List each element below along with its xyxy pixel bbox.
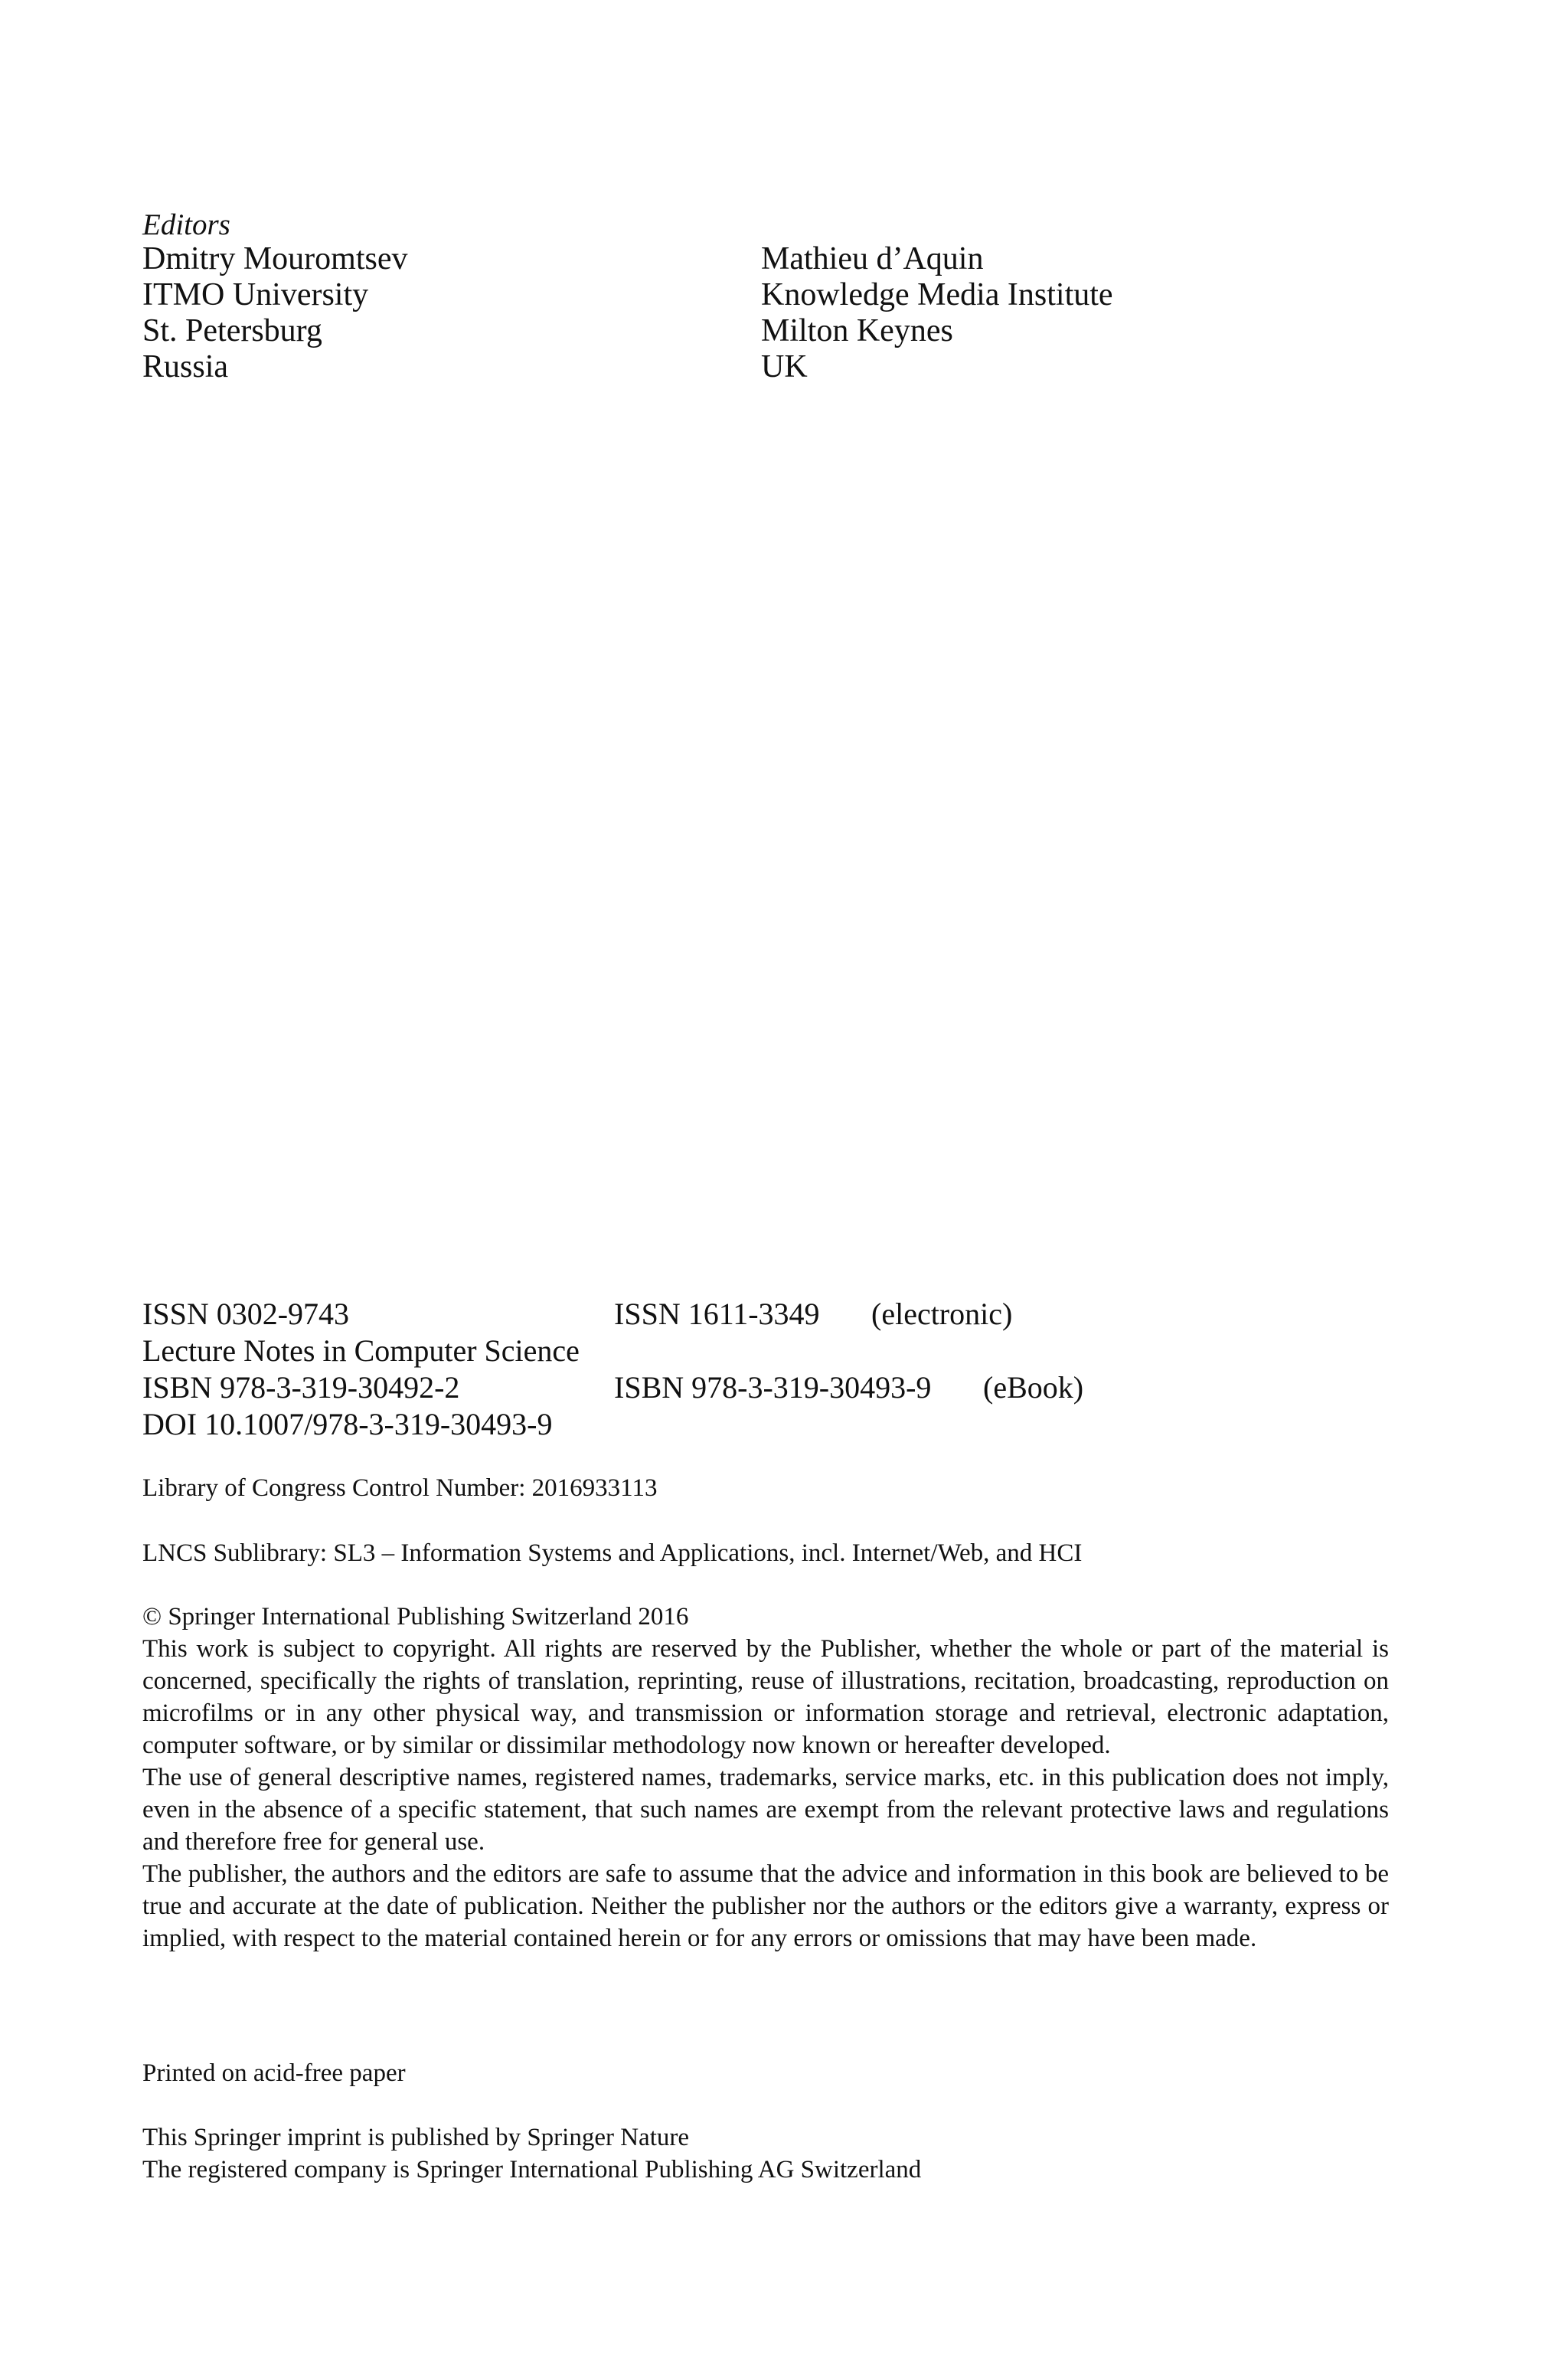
imprint-line: The registered company is Springer International Publishing AG Switzerland	[142, 2156, 922, 2183]
editor-name: Mathieu d’Aquin	[761, 241, 984, 276]
editors-heading: Editors	[142, 208, 230, 241]
isbn-ebook-note: (eBook)	[983, 1370, 1084, 1405]
editor-right	[761, 241, 1113, 385]
isbn-print: ISBN 978-3-319-30492-2	[142, 1370, 460, 1405]
doi: DOI 10.1007/978-3-319-30493-9	[142, 1407, 553, 1441]
issn-print: ISSN 0302-9743	[142, 1297, 350, 1331]
printed-note: Printed on acid-free paper	[142, 2059, 406, 2087]
editor-city: St. Petersburg	[142, 313, 322, 348]
legal-paragraph: This work is subject to copyright. All rights are reserved by the Publisher, whether the whole or part of the material is concerned, specifically the rights of translation, reprinting, reuse of illustrations, recitation, broadcasting, reproduction on microfilms or in any other physical way, and transmission or information storage and retrieval, electronic adaptation, computer software, or by similar or dissimilar methodology now known or hereafter developed.	[142, 1635, 1389, 1759]
isbn-ebook: ISBN 978-3-319-30493-9	[614, 1370, 932, 1405]
issn-electronic: ISSN 1611-3349	[614, 1297, 820, 1331]
legal-paragraph: The use of general descriptive names, registered names, trademarks, service marks, etc. in this publication does not imply, even in the absence of a specific statement, that such names are exempt from the relevant protective laws and regulations and therefore free for general use.	[142, 1764, 1389, 1856]
issn-electronic-note: (electronic)	[871, 1297, 1013, 1331]
series-name: Lecture Notes in Computer Science	[142, 1333, 580, 1368]
lncs-sublibrary: LNCS Sublibrary: SL3 – Information Systems and Applications, incl. Internet/Web, and HCI	[142, 1539, 1083, 1567]
editor-affiliation: Knowledge Media Institute	[761, 277, 1113, 312]
imprint-line: This Springer imprint is published by Springer Nature	[142, 2124, 689, 2151]
copyright-line: © Springer International Publishing Switzerland 2016	[142, 1603, 689, 1631]
editor-country: UK	[761, 349, 808, 384]
editor-country: Russia	[142, 349, 229, 384]
editor-affiliation: ITMO University	[142, 277, 369, 312]
legal-paragraph: The publisher, the authors and the editors are safe to assume that the advice and information in this book are believed to be true and accurate at the date of publication. Neither the publisher nor the authors or the editors give a warranty, express or implied, with respect to the material contained herein or for any errors or omissions that may have been made.	[142, 1860, 1389, 1952]
legal-notice	[142, 1601, 1389, 1954]
imprint	[142, 2121, 1389, 2186]
editor-city: Milton Keynes	[761, 313, 953, 348]
editor-name: Dmitry Mouromtsev	[142, 241, 408, 276]
lccn: Library of Congress Control Number: 2016933113	[142, 1474, 658, 1502]
editor-left	[142, 241, 407, 385]
